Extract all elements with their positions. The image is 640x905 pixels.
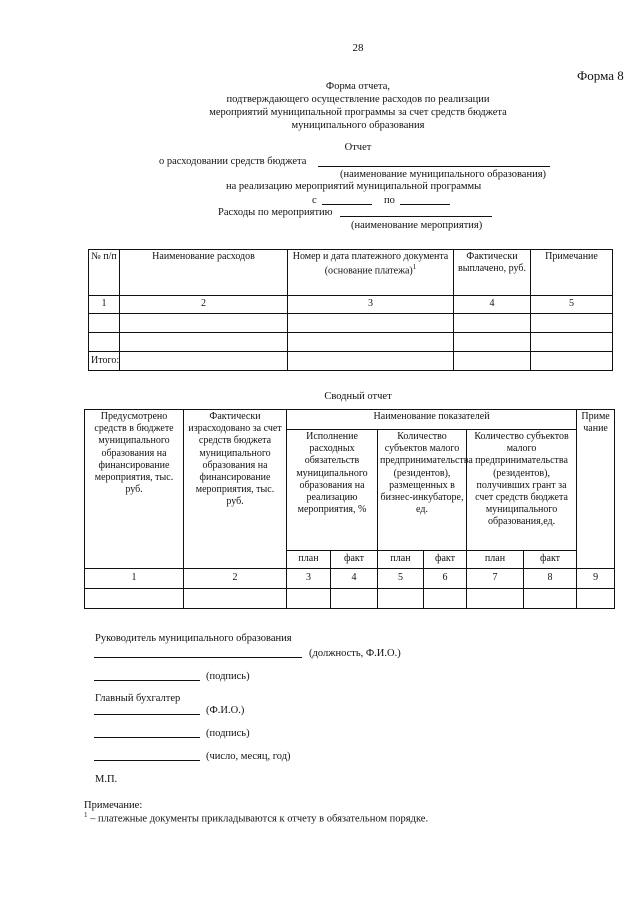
col-header-expense-name: Наименование расходов	[120, 250, 288, 296]
fact-label: факт	[524, 551, 577, 569]
period-from-blank[interactable]	[322, 204, 372, 205]
plan-label: план	[287, 551, 331, 569]
table-cell[interactable]	[89, 314, 120, 333]
plan-label: план	[467, 551, 524, 569]
report-line1: о расходовании средств бюджета	[159, 156, 307, 167]
col-number: 3	[287, 569, 331, 589]
indicators-header: Наименование показателей	[287, 410, 577, 430]
period-from: с	[312, 195, 317, 206]
col-number: 1	[89, 296, 120, 314]
expenses-table	[88, 249, 613, 371]
indicator-grant: Количество субъектов малого предпринимательства (резидентов), получивших грант за счет средств бюджета муниципального образования,ед.	[467, 430, 577, 551]
table-cell[interactable]	[120, 333, 288, 352]
fact-label: факт	[331, 551, 378, 569]
table-cell[interactable]	[89, 333, 120, 352]
table-cell[interactable]	[531, 352, 613, 371]
col-header-note: Примечание	[531, 250, 613, 296]
table-cell[interactable]	[577, 589, 615, 609]
table-cell[interactable]	[467, 589, 524, 609]
col-number: 9	[577, 569, 615, 589]
head-label: Руководитель муниципального образования	[95, 633, 292, 644]
table-cell[interactable]	[331, 589, 378, 609]
form-title	[0, 80, 640, 133]
municipality-caption: (наименование муниципального образования)	[340, 169, 547, 180]
col-header-spent: Фактически израсходовано за счет средств бюджета муниципального образования на финансирование мероприятия, тыс. руб.	[184, 410, 287, 569]
title-line: подтверждающего осуществление расходов по реализации	[226, 94, 490, 106]
table-row	[89, 314, 613, 333]
col-number: 7	[467, 569, 524, 589]
table-cell[interactable]	[424, 589, 467, 609]
period-to-blank[interactable]	[400, 204, 450, 205]
col-header-paid: Фактически выплачено, руб.	[454, 250, 531, 296]
table-cell[interactable]	[454, 333, 531, 352]
summary-title: Сводный отчет	[324, 391, 392, 402]
form-label: Форма 8	[577, 68, 624, 83]
table-cell[interactable]	[288, 333, 454, 352]
table-row	[89, 333, 613, 352]
date-blank[interactable]	[94, 760, 200, 761]
table-cell[interactable]	[184, 589, 287, 609]
col-header-note: Примечание	[577, 410, 615, 569]
signature-caption: (подпись)	[206, 728, 250, 739]
table-cell[interactable]	[288, 352, 454, 371]
table-cell[interactable]	[287, 589, 331, 609]
report-line3: Расходы по мероприятию	[218, 207, 333, 218]
footnote-title: Примечание:	[84, 800, 143, 811]
col-number: 5	[531, 296, 613, 314]
table-cell[interactable]	[378, 589, 424, 609]
table-cell[interactable]	[454, 314, 531, 333]
table-cell[interactable]	[120, 352, 288, 371]
accountant-label: Главный бухгалтер	[95, 693, 181, 704]
fio-caption: (Ф.И.О.)	[206, 705, 245, 716]
col-number: 3	[288, 296, 454, 314]
plan-label: план	[378, 551, 424, 569]
col-number: 8	[524, 569, 577, 589]
period-to: по	[384, 195, 395, 206]
indicator-execution: Исполнение расходных обязательств муниципального образования на реализацию мероприятия, %	[287, 430, 378, 551]
col-number: 2	[184, 569, 287, 589]
stamp-label: М.П.	[95, 774, 118, 785]
signature-caption: (подпись)	[206, 671, 250, 682]
event-caption: (наименование мероприятия)	[351, 220, 483, 231]
summary-table	[84, 409, 615, 609]
municipality-blank[interactable]	[318, 166, 550, 167]
col-number: 2	[120, 296, 288, 314]
col-number: 1	[85, 569, 184, 589]
accountant-signature-blank[interactable]	[94, 737, 200, 738]
table-cell[interactable]	[454, 352, 531, 371]
report-line2: на реализацию мероприятий муниципальной программы	[226, 181, 482, 192]
title-line: Форма отчета,	[325, 81, 391, 92]
head-signature-blank[interactable]	[94, 680, 200, 681]
date-caption: (число, месяц, год)	[206, 751, 291, 762]
indicator-incubator: Количество субъектов малого предпринимательства (резидентов), размещенных в бизнес-инкубаторе, ед.	[378, 430, 467, 551]
fact-label: факт	[424, 551, 467, 569]
col-header-number: № п/п	[89, 250, 120, 296]
col-number: 4	[454, 296, 531, 314]
head-position-blank[interactable]	[94, 657, 302, 658]
table-cell[interactable]	[531, 314, 613, 333]
total-label: Итого:	[89, 352, 120, 371]
table-cell[interactable]	[524, 589, 577, 609]
table-cell[interactable]	[531, 333, 613, 352]
table-cell[interactable]	[85, 589, 184, 609]
event-blank[interactable]	[340, 216, 492, 217]
table-row	[85, 589, 615, 609]
col-number: 5	[378, 569, 424, 589]
footnote-text: $^1$ – платежные документы прикладываются к отчету в обязательном порядке.	[84, 811, 429, 825]
page-number: 28	[352, 42, 364, 54]
table-cell[interactable]	[288, 314, 454, 333]
col-number: 6	[424, 569, 467, 589]
total-row	[89, 352, 613, 371]
position-caption: (должность, Ф.И.О.)	[309, 648, 401, 659]
accountant-fio-blank[interactable]	[94, 714, 200, 715]
title-line: мероприятий муниципальной программы за счет средств бюджета	[209, 107, 507, 119]
col-header-planned: Предусмотрено средств в бюджете муниципального образования на финансирование мероприятия, тыс. руб.	[85, 410, 184, 569]
col-number: 4	[331, 569, 378, 589]
title-line: муниципального образования	[291, 120, 425, 132]
report-heading: Отчет	[344, 142, 372, 153]
table-cell[interactable]	[120, 314, 288, 333]
col-header-payment-doc: Номер и дата платежного документа (основание платежа)$^1$	[288, 250, 454, 296]
